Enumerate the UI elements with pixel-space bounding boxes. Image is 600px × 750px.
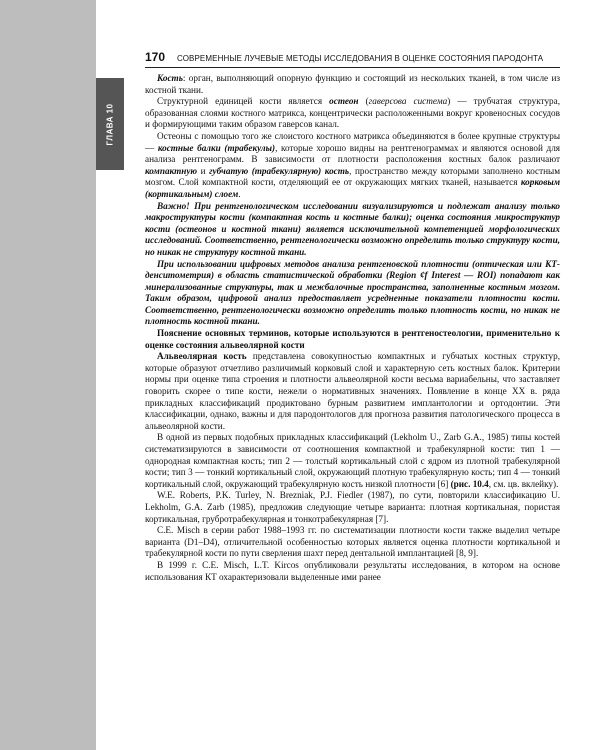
paragraph-text: , пространство между которыми заполнено костным мозгом. Слой компактной кости, отделяющий ее от окружающих мягких тканей, называется bbox=[145, 165, 561, 188]
term-cortical-layer: корковым (кортикальным) слоем bbox=[145, 177, 560, 199]
running-title: СОВРЕМЕННЫЕ ЛУЧЕВЫЕ МЕТОДЫ ИССЛЕДОВАНИЯ В ОЦЕНКЕ СОСТОЯНИЯ ПАРОДОНТА bbox=[177, 54, 544, 63]
paragraph-text: ) — трубчатая структура, образованная слоями костного матрикса, концентрически расположенными вокруг кровеносных сосудов и формирующими таким образом гаверсов канал. bbox=[145, 96, 561, 130]
paragraph-osteon bbox=[145, 96, 560, 131]
paragraph-text: и bbox=[197, 165, 210, 176]
paragraph-important-note: Важно! При рентгенологическом исследовании визуализируются и подлежат анализу только макроструктуры кости (компактная кость и костные балки); оценка состояния микроструктур кости (остеонов и костной ткани) является исключительной компетенцией морфологических исследований. Соответственно, рентгенологически возможно определить только структуру кости, но никак не структуру костной ткани. bbox=[145, 200, 560, 257]
chapter-tab bbox=[96, 78, 124, 170]
section-subheading: Пояснение основных терминов, которые используются в рентгеностеологии, применительно к оценке состояния альвеолярной кости bbox=[145, 328, 560, 350]
term-bone: Кость bbox=[157, 73, 183, 83]
chapter-tab-label: ГЛАВА 10 bbox=[105, 102, 115, 146]
term-alveolar-bone: Альвеолярная кость bbox=[157, 351, 247, 362]
paragraph-text: . bbox=[238, 188, 241, 199]
term-compact: компактную bbox=[145, 165, 198, 176]
page-body bbox=[145, 73, 560, 583]
italic-text: гаверсова система bbox=[368, 96, 448, 107]
paragraph-text: , которые хорошо видны на рентгенограммах и являются основой для анализа рентгенограмм. В зависимости от плотности расположения костных балок различают bbox=[145, 142, 561, 165]
paragraph-text: Структурной единицей кости является bbox=[157, 96, 330, 107]
term-spongy-bone: губчатую (трабекулярную) кость bbox=[209, 165, 350, 176]
paragraph-text: : орган, выполняющий опорную функцию и состоящий из нескольких тканей, в том числе из костной ткани. bbox=[145, 73, 560, 95]
paragraph-roberts: W.E. Roberts, P.K. Turley, N. Brezniak, P.J. Fiedler (1987), по сути, повторили классификацию U. Lekholm, G.A. Zarb (1985), предложив следующие четыре варианта: плотная кортикальная, пористая кортикальная, грубротрабекулярная и тонкотрабекулярная [7]. bbox=[145, 490, 560, 524]
paragraph-text: ( bbox=[358, 96, 369, 107]
page-number: 170 bbox=[145, 50, 166, 64]
running-head bbox=[145, 50, 560, 68]
paragraph-text: В одной из первых подобных прикладных классификаций (Lekholm U., Zarb G.A., 1985) типы костей систематизируются в зависимости от соотношения компактной и трабекулярной кости: тип 1 — однородная компактная кость; тип 2 — толстый кортикальный слой с ядром из плотной трабекулярной кости; тип 3 — тонкий кортикальный слой, окружающий плотную трабекулярную кость; тип 4 — тонкий кортикальный слой, окружающий трабекулярную кость низкой плотности [6] bbox=[145, 432, 560, 489]
paragraph-bone-definition bbox=[145, 73, 560, 96]
paragraph-misch-kircos: В 1999 г. C.E. Misch, L.T. Kircos опубликовали результаты исследования, в котором на основе использования КТ охарактеризовали выделенные ими ранее bbox=[145, 559, 560, 582]
paragraph-digital-analysis: При использовании цифровых методов анализа рентгеновской плотности (оптическая или КТ-денситометрия) в область статистической обработки (Region ¢f Interest — ROI) попадают как минерализованные структуры, так и межбалочные пространства, заполненные костным мозгом. Таким образом, цифровой анализ предоставляет усредненные показатели плотности кости. Соответственно, рентгенологически возможно определить только плотность кости, но никак не плотность костной ткани. bbox=[145, 258, 560, 327]
term-trabeculae: костные балки (трабекулы) bbox=[157, 142, 276, 153]
paragraph-alveolar-bone bbox=[145, 351, 560, 432]
paragraph-text: представлена совокупностью компактных и губчатых костных структур, которые образуют отчетливо различимый корковый слой и характерную сеть костных балок. Критерии нормы при оценке типа строения и плотности альвеолярной кости весьма вариабельны, что заставляет говорить скорее о типе кости, нежели о нормативных значениях. Появление в конце XX в. ряда прикладных классификаций продиктовано бурным развитием имплантологии и ортодонтии. Эти классификации, однако, важны и для пародонтологов для прогноза развития патологического процесса в альвеолярной кости. bbox=[145, 351, 560, 431]
page-side-strip bbox=[0, 0, 96, 750]
term-osteon: остеон bbox=[329, 96, 359, 107]
figure-reference: (рис. 10.4 bbox=[450, 478, 489, 489]
paragraph-text: Остеоны с помощью того же слоистого костного матрикса объединяются в более крупные структуры — bbox=[145, 130, 560, 153]
paragraph-text: , см. цв. вклейку). bbox=[488, 478, 559, 489]
paragraph-misch: C.E. Misch в серии работ 1988–1993 гг. по систематизации плотности кости также выделил четыре варианта (D1–D4), отличительной особенностью которых является оценка плотности кортикальной и трабекулярной кости по пути сверления шахт перед дентальной имплантацией [8, 9]. bbox=[145, 525, 560, 559]
paragraph-lekholm-zarb bbox=[145, 432, 560, 490]
paragraph-trabeculae bbox=[145, 131, 560, 201]
